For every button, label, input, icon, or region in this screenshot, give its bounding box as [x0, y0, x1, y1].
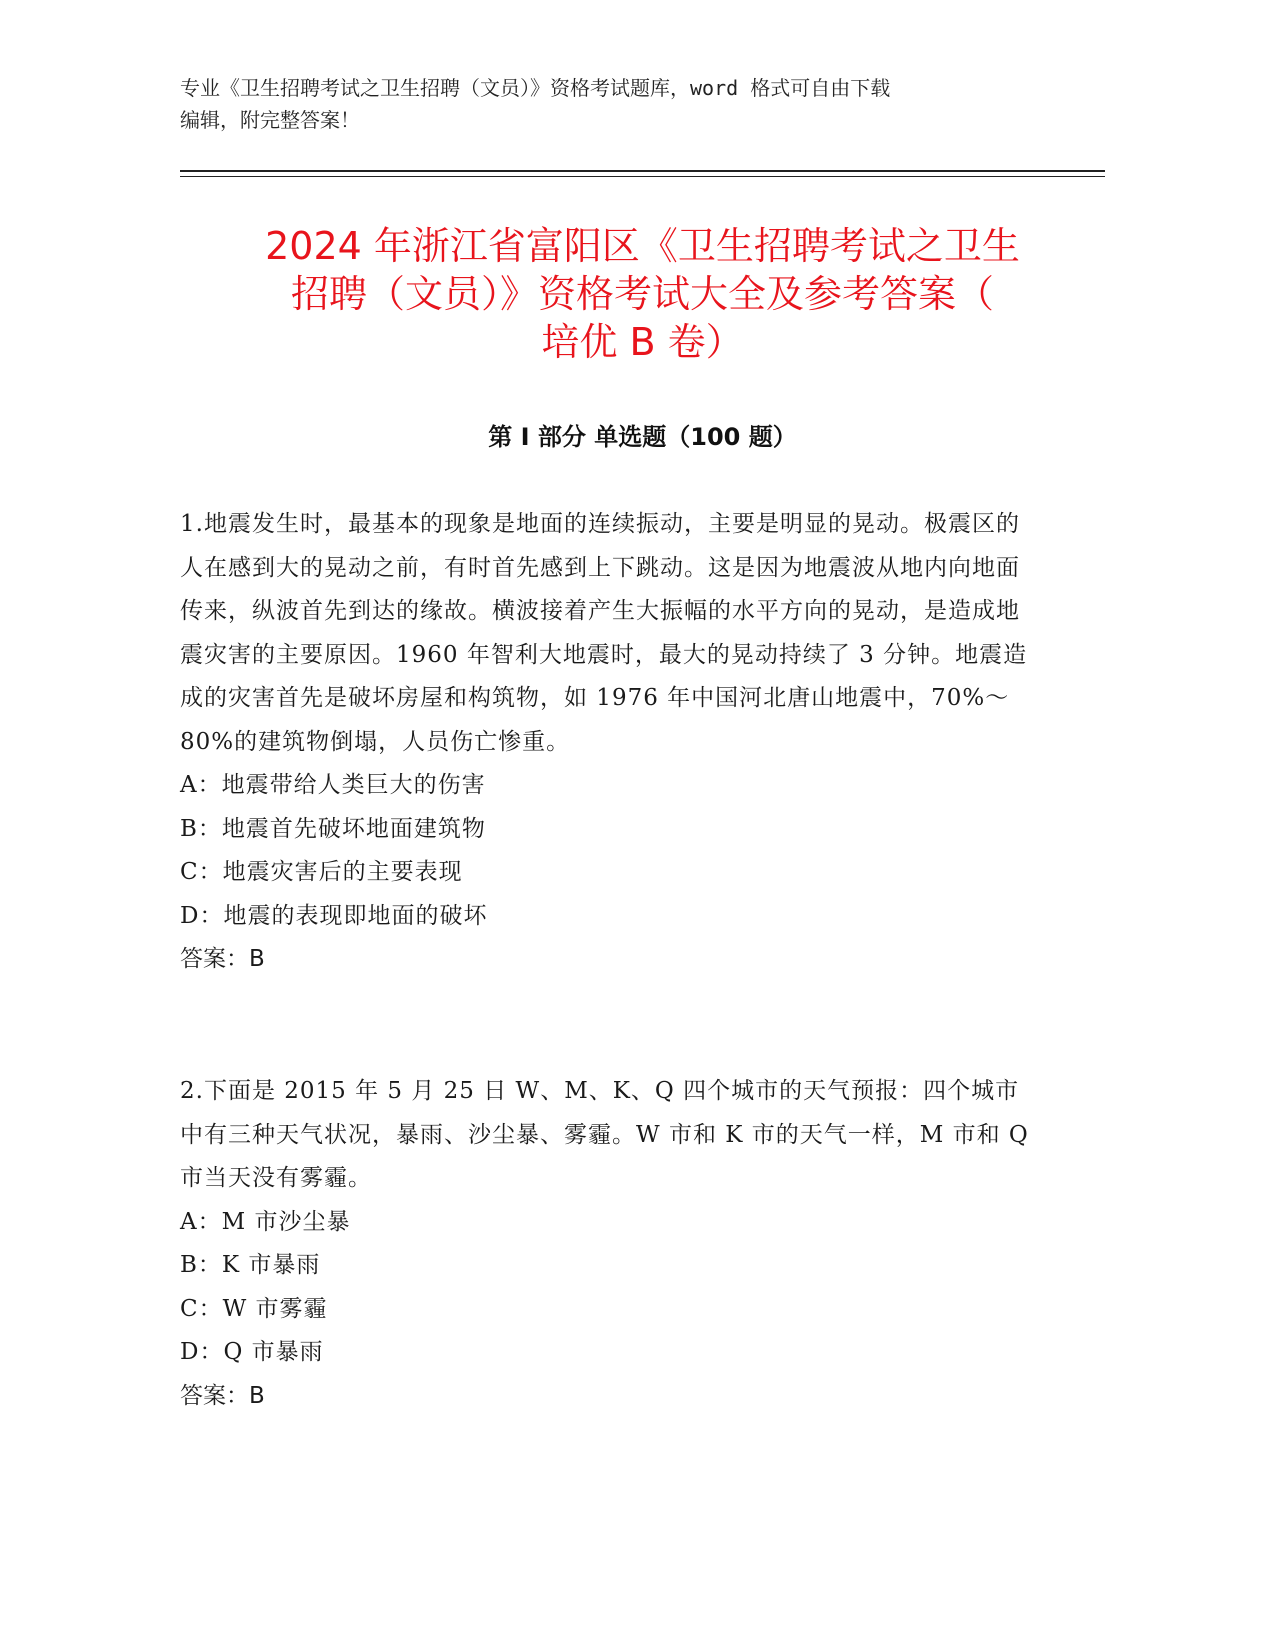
header-note-line-2: 编辑，附完整答案！	[180, 108, 360, 132]
option-c: C：W 市雾霾	[180, 1295, 328, 1322]
answer: 答案：B	[180, 946, 265, 972]
document-title	[180, 222, 1105, 366]
option-a: A：地震带给人类巨大的伤害	[180, 772, 486, 798]
option-c: C：地震灾害后的主要表现	[180, 859, 463, 885]
header-note-line-1: 专业《卫生招聘考试之卫生招聘（文员）》资格考试题库，word 格式可自由下载	[180, 76, 891, 100]
header-divider-thin	[180, 176, 1105, 177]
header-note	[180, 72, 1030, 136]
header-divider-thick	[180, 170, 1105, 172]
document-title-line-1: 2024 年浙江省富阳区《卫生招聘考试之卫生	[265, 224, 1020, 268]
option-a: A：M 市沙尘暴	[180, 1208, 351, 1235]
answer: 答案：B	[180, 1382, 265, 1409]
document-title-line-3: 培优 B 卷）	[541, 320, 744, 364]
section-title: 第 I 部分 单选题（100 题）	[488, 423, 797, 451]
option-b: B：地震首先破坏地面建筑物	[180, 815, 486, 842]
question-1	[180, 503, 1030, 982]
document-title-line-2: 招聘（文员）》资格考试大全及参考答案（	[290, 272, 994, 316]
option-d: D：地震的表现即地面的破坏	[180, 902, 488, 929]
option-b: B：K 市暴雨	[180, 1252, 321, 1278]
question-stem: 1.地震发生时，最基本的现象是地面的连续振动，主要是明显的晃动。极震区的人在感到大的晃动之前，有时首先感到上下跳动。这是因为地震波从地内向地面传来，纵波首先到达的缘故。横波接着产生大振幅的水平方向的晃动，是造成地震灾害的主要原因。1960 年智利大地震时，最大的晃动持续了 3 分钟。地震造成的灾害首先是破坏房屋和构筑物，如 1976 年中国河北唐山地震中，70%～80%的建筑物倒塌，人员伤亡惨重。	[180, 511, 1028, 755]
question-2	[180, 1070, 1030, 1418]
question-stem: 2.下面是 2015 年 5 月 25 日 W、M、K、Q 四个城市的天气预报：四个城市中有三种天气状况，暴雨、沙尘暴、雾霾。W 市和 K 市的天气一样，M 市和 Q 市当天没有雾霾。	[180, 1078, 1029, 1191]
option-d: D：Q 市暴雨	[180, 1339, 324, 1365]
